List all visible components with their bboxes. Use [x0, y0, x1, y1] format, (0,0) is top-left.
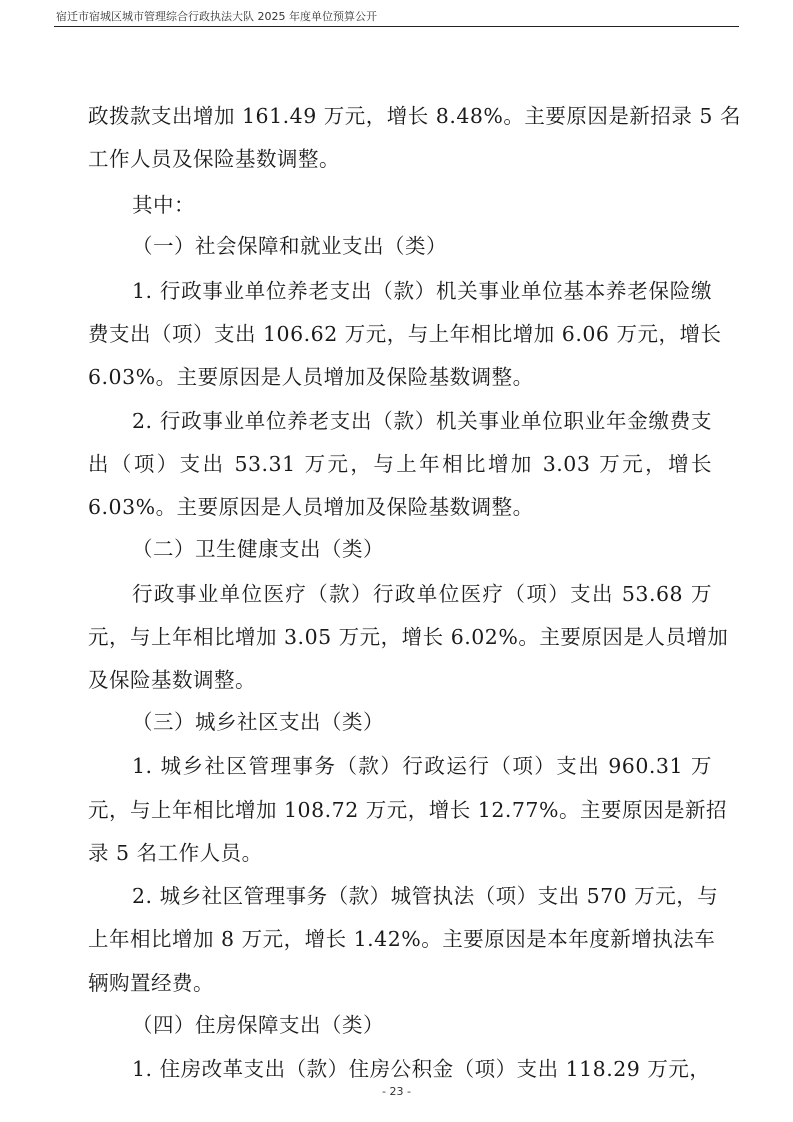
paragraph-line: 录 5 名工作人员。 [88, 841, 263, 865]
section-heading: （三）城乡社区支出（类） [132, 710, 384, 734]
paragraph-line: 上年相比增加 8 万元，增长 1.42%。主要原因是本年度新增执法车 [88, 927, 716, 951]
paragraph-line: 其中： [132, 193, 195, 217]
paragraph-line: 元，与上年相比增加 3.05 万元，增长 6.02%。主要原因是人员增加 [88, 625, 729, 649]
paragraph-line: 行政事业单位医疗（款）行政单位医疗（项）支出 53.68 万 [132, 582, 712, 606]
paragraph-line: 1. 行政事业单位养老支出（款）机关事业单位基本养老保险缴 [132, 279, 712, 303]
page-header: 宿迁市宿城区城市管理综合行政执法大队 2025 年度单位预算公开 [56, 10, 377, 23]
paragraph-line: 出（项）支出 53.31 万元，与上年相比增加 3.03 万元，增长 [88, 452, 712, 476]
paragraph-line: 辆购置经费。 [88, 971, 214, 995]
section-heading: （四）住房保障支出（类） [132, 1013, 384, 1037]
paragraph-line: 政拨款支出增加 161.49 万元，增长 8.48%。主要原因是新招录 5 名 [88, 104, 741, 128]
header-rule [54, 26, 739, 27]
paragraph-line: 工作人员及保险基数调整。 [88, 147, 340, 171]
paragraph-line: 2. 城乡社区管理事务（款）城管执法（项）支出 570 万元，与 [132, 884, 719, 908]
paragraph-line: 2. 行政事业单位养老支出（款）机关事业单位职业年金缴费支 [132, 409, 712, 433]
paragraph-line: 6.03%。主要原因是人员增加及保险基数调整。 [88, 365, 534, 389]
page-number: - 23 - [382, 1085, 411, 1098]
paragraph-line: 元，与上年相比增加 108.72 万元，增长 12.77%。主要原因是新招 [88, 798, 727, 822]
paragraph-line: 6.03%。主要原因是人员增加及保险基数调整。 [88, 495, 534, 519]
paragraph-line: 1. 城乡社区管理事务（款）行政运行（项）支出 960.31 万 [132, 754, 712, 778]
paragraph-line: 费支出（项）支出 106.62 万元，与上年相比增加 6.06 万元，增长 [88, 322, 722, 346]
paragraph-line: 及保险基数调整。 [88, 668, 256, 692]
paragraph-line: 1. 住房改革支出（款）住房公积金（项）支出 118.29 万元， [132, 1057, 711, 1081]
section-heading: （一）社会保障和就业支出（类） [132, 234, 447, 258]
section-heading: （二）卫生健康支出（类） [132, 537, 384, 561]
